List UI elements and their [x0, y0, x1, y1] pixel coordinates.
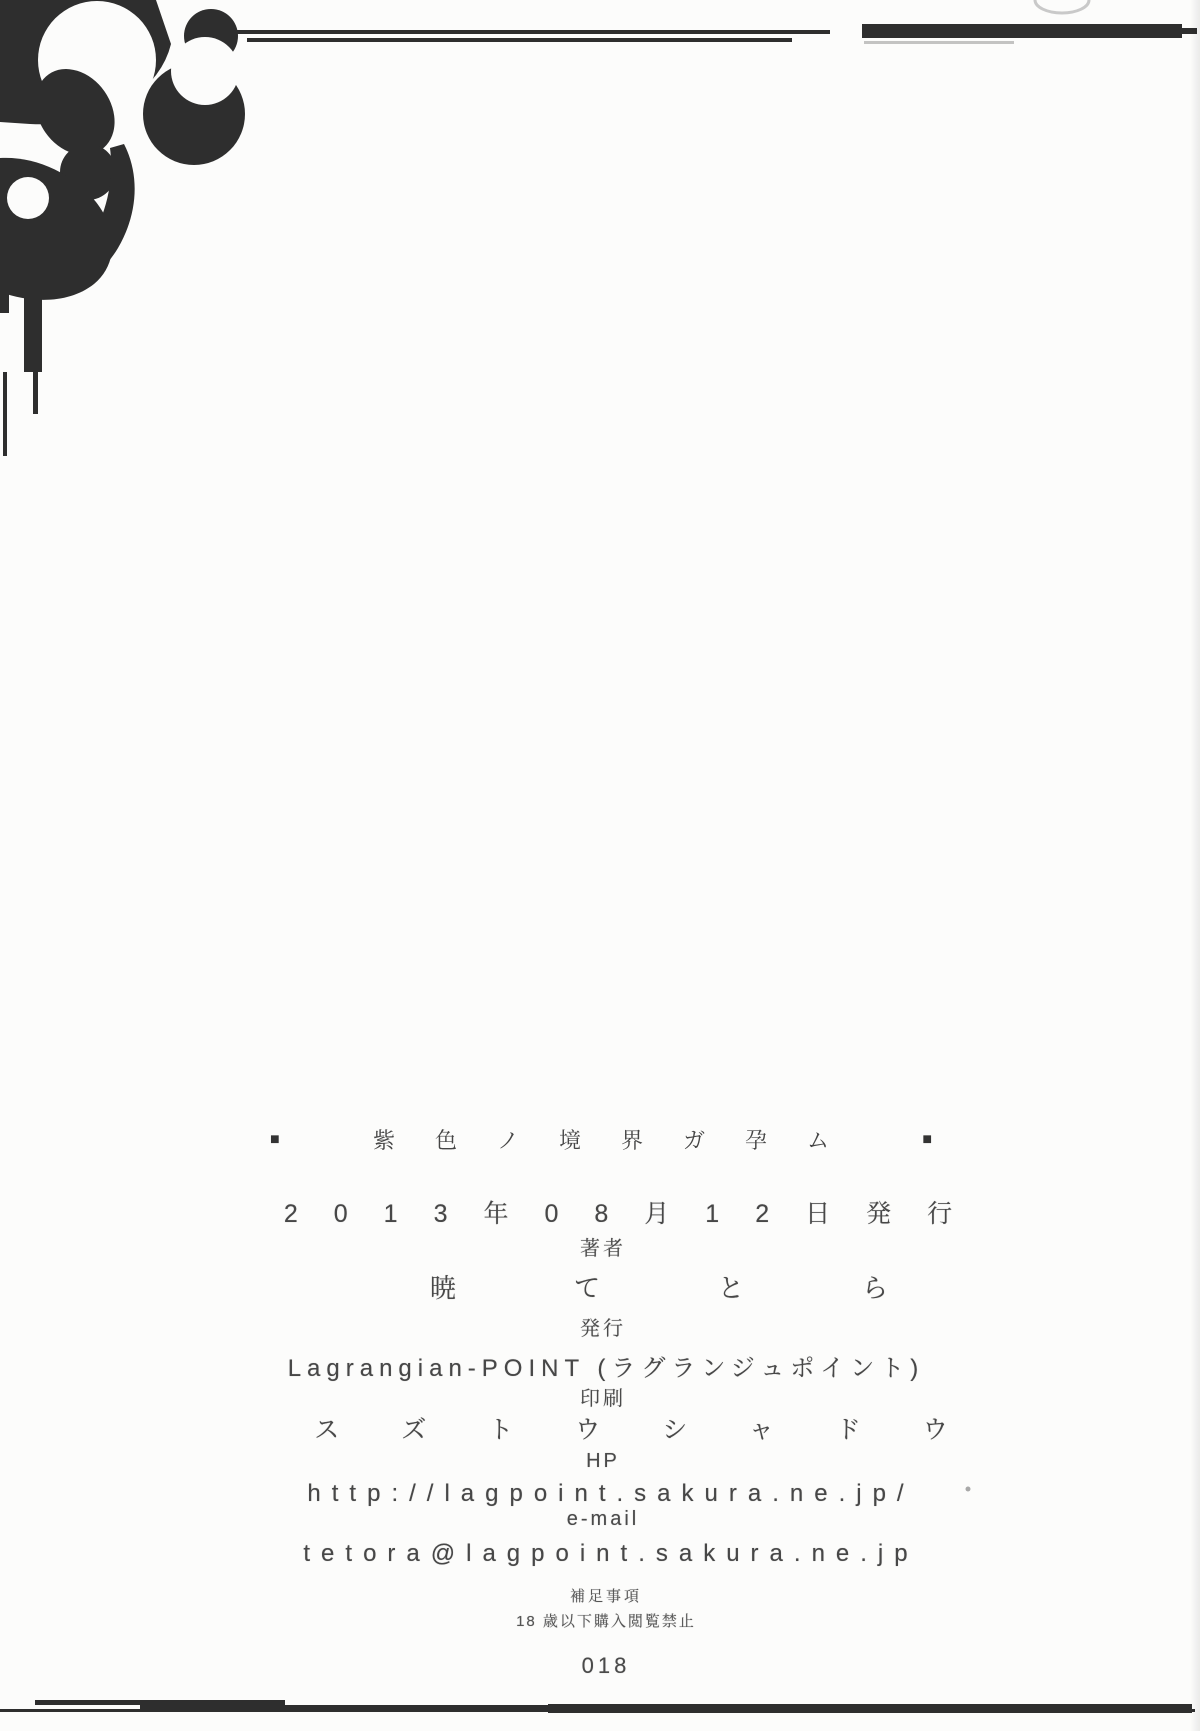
page-number: 018 [581, 1653, 631, 1678]
email-address: tetora@lagpoint.sakura.ne.jp [303, 1540, 919, 1567]
printer-label: 印刷 [580, 1388, 626, 1410]
note-label: 補足事項 [569, 1588, 642, 1605]
author-name: 暁てとら [429, 1273, 1006, 1303]
hp-label: HP [586, 1450, 620, 1472]
hp-url: http://lagpoint.sakura.ne.jp/ [307, 1480, 915, 1507]
age-restriction-note: 18 歳以下購入閲覧禁止 [516, 1613, 696, 1630]
email-label: e-mail [566, 1508, 640, 1530]
author-label: 著者 [580, 1238, 626, 1260]
book-title: 紫色ノ境界ガ孕ム [372, 1128, 869, 1153]
scan-edge-shadow [1190, 0, 1200, 1731]
title-marker-right-icon: ■ [922, 1130, 932, 1148]
publisher-name: Lagrangian-POINT (ラグランジュポイント) [287, 1355, 925, 1382]
publisher-label: 発行 [580, 1318, 626, 1340]
book-title-row [270, 1124, 932, 1155]
title-marker-left-icon: ■ [270, 1130, 280, 1148]
publish-date: 2013年08月12日発行 [283, 1200, 989, 1228]
printer-name: スズトウシャドウ [314, 1416, 1010, 1444]
